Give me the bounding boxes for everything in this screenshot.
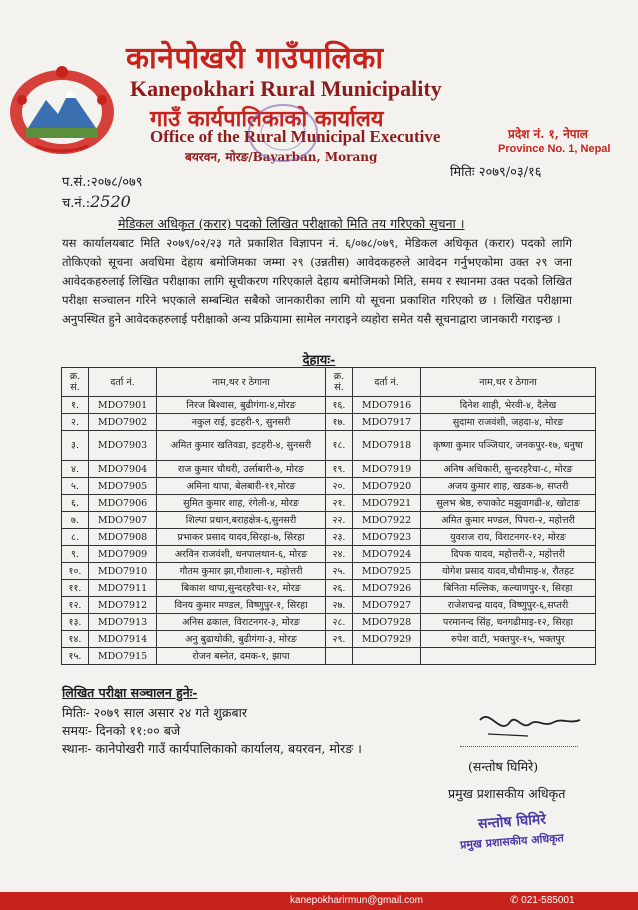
phone-icon: ✆ [510, 895, 519, 906]
cell-reg: MDO7928 [353, 614, 421, 631]
table-row [62, 397, 596, 414]
col-reg: दर्ता नं. [89, 368, 157, 397]
cell-sn: ६. [62, 495, 89, 512]
cell-name: अरविन राजवंशी, धनपालथान-६, मोरङ [157, 546, 326, 563]
cell-sn: २२. [326, 512, 353, 529]
list-heading: देहायः- [302, 353, 336, 368]
col-reg: दर्ता नं. [353, 368, 421, 397]
address-np: बयरवन, मोरङ [185, 150, 249, 164]
table-row [62, 431, 596, 461]
cell-sn: १८. [326, 431, 353, 461]
cell-sn: २. [62, 414, 89, 431]
cell-reg: MDO7916 [353, 397, 421, 414]
table-row [62, 648, 596, 665]
cell-sn: १९. [326, 461, 353, 478]
cell-reg: MDO7911 [89, 580, 157, 597]
cell-reg [353, 648, 421, 665]
cell-name: अमित कुमार मण्डल, पिपरा-२, महोत्तरी [421, 512, 596, 529]
cell-name: अनु बुढाथोकी, बुढीगंगा-३, मोरङ [157, 631, 326, 648]
cell-reg: MDO7920 [353, 478, 421, 495]
cell-name: राजेशचन्द्र यादव, विष्णुपुर-६,सप्तरी [421, 597, 596, 614]
cell-sn: १५. [62, 648, 89, 665]
table-row [62, 461, 596, 478]
cell-name: दिपक यादव, महोत्तरी-२, महोत्तरी [421, 546, 596, 563]
cell-reg: MDO7905 [89, 478, 157, 495]
date-label: मितिः [450, 165, 475, 180]
footer-phone-number: 021-585001 [521, 895, 575, 906]
cell-name: अनिस ढकाल, विराटनगर-३, मोरङ [157, 614, 326, 631]
table-row [62, 478, 596, 495]
cell-sn: २१. [326, 495, 353, 512]
cell-sn: २४. [326, 546, 353, 563]
cell-sn: २३. [326, 529, 353, 546]
exam-date: मितिः- २०७९ साल असार २४ गते शुक्रबार [62, 705, 247, 720]
cell-sn: ७. [62, 512, 89, 529]
footer-phone [510, 895, 575, 906]
cell-sn: २६. [326, 580, 353, 597]
table-row [62, 495, 596, 512]
footer-email: kanepokharirmun@gmail.com [290, 895, 423, 906]
province-np: प्रदेश नं. १, नेपाल [508, 127, 588, 141]
cell-name: अनिष अधिकारी, सुन्दरहरैचा-८, मोरङ [421, 461, 596, 478]
municipality-title-np: कानेपोखरी गाउँपालिका [126, 41, 384, 76]
cell-name: गौतम कुमार झा,गौशाला-१, महोत्तरी [157, 563, 326, 580]
cell-sn: २७. [326, 597, 353, 614]
table-row [62, 414, 596, 431]
table-row [62, 614, 596, 631]
col-name: नाम,थर र ठेगाना [421, 368, 596, 397]
cell-sn: ३. [62, 431, 89, 461]
cell-name: परमानन्द सिंह, धनगढीमाइ-१२, सिरहा [421, 614, 596, 631]
cell-reg: MDO7929 [353, 631, 421, 648]
exam-time: समयः- दिनको ११:०० बजे [62, 723, 181, 738]
exam-heading: लिखित परीक्षा सञ्चालन हुनेः- [62, 685, 198, 700]
cell-reg: MDO7913 [89, 614, 157, 631]
cell-reg: MDO7901 [89, 397, 157, 414]
col-sn: क्र. सं. [62, 368, 89, 397]
signatory-name: (सन्तोष घिमिरे) [468, 759, 539, 774]
table-row [62, 631, 596, 648]
cell-name: निरज बिश्वास, बुढीगंगा-४,मोरङ [157, 397, 326, 414]
cell-reg: MDO7912 [89, 597, 157, 614]
signature-line [460, 746, 578, 747]
cell-name: प्रभाकर प्रसाद यादव,सिरहा-७, सिरहा [157, 529, 326, 546]
cell-name [421, 648, 596, 665]
address-en: Bayarban, Morang [252, 150, 378, 164]
name-stamp: सन्तोष घिमिरे [477, 811, 547, 833]
cell-name: रुपेश वाटी, भक्तपुर-१५, भक्तपुर [421, 631, 596, 648]
cell-sn: १. [62, 397, 89, 414]
col-name: नाम,थर र ठेगाना [157, 368, 326, 397]
table-row [62, 563, 596, 580]
issue-date [450, 162, 542, 180]
cell-name: अमित कुमार खतिवडा, इटहरी-४, सुनसरी [157, 431, 326, 461]
cell-reg: MDO7903 [89, 431, 157, 461]
cell-name: योगेश प्रसाद यादव,चौधीमाइ-४, रौतहट [421, 563, 596, 580]
cell-reg: MDO7907 [89, 512, 157, 529]
cell-sn: ८. [62, 529, 89, 546]
cell-sn: ११. [62, 580, 89, 597]
cell-reg: MDO7921 [353, 495, 421, 512]
cell-reg: MDO7902 [89, 414, 157, 431]
cell-name: सुदामा राजवंशी, जहदा-४, मोरङ [421, 414, 596, 431]
cell-name: अमिना थापा, बेलबारी-११,मोरङ [157, 478, 326, 495]
cell-sn: २८. [326, 614, 353, 631]
cell-sn [326, 648, 353, 665]
cell-reg: MDO7924 [353, 546, 421, 563]
cell-name: दिनेश शाही, भेरवी-४, दैलेख [421, 397, 596, 414]
table-row [62, 580, 596, 597]
cell-reg: MDO7925 [353, 563, 421, 580]
table-header-row [62, 368, 596, 397]
handwritten-signature [470, 700, 590, 746]
cell-name: सुमित कुमार शाह, रंगेली-४, मोरङ [157, 495, 326, 512]
cell-name: युवराज राय, विराटनगर-१२, मोरङ [421, 529, 596, 546]
cell-sn: १६. [326, 397, 353, 414]
office-seal-stamp [246, 101, 320, 165]
table-row [62, 512, 596, 529]
cell-name: कृष्णा कुमार पञ्जियार, जनकपुर-१७, धनुषा [421, 431, 596, 461]
candidate-table [61, 367, 596, 665]
cell-sn: ५. [62, 478, 89, 495]
ps-value: २०७८/०७९ [90, 175, 143, 190]
cn-number [62, 192, 131, 211]
cell-name: नकुल राई, इटहरी-९, सुनसरी [157, 414, 326, 431]
cell-sn: २०. [326, 478, 353, 495]
cell-name: शिल्पा प्रधान,बराहक्षेत्र-६,सुनसरी [157, 512, 326, 529]
cell-sn: ४. [62, 461, 89, 478]
cell-sn: १७. [326, 414, 353, 431]
cell-sn: २९. [326, 631, 353, 648]
table-row [62, 546, 596, 563]
cell-sn: १०. [62, 563, 89, 580]
cell-sn: १२. [62, 597, 89, 614]
table-row [62, 597, 596, 614]
cell-name: रोजन बस्नेत, दमक-१, झापा [157, 648, 326, 665]
cn-value: 2520 [90, 192, 131, 211]
cell-reg: MDO7917 [353, 414, 421, 431]
cell-sn: १३. [62, 614, 89, 631]
date-value: २०७९/०३/१६ [478, 165, 542, 180]
nepal-emblem-logo [6, 60, 118, 158]
exam-place: स्थानः- कानेपोखरी गाउँ कार्यपालिकाको कार्यालय, बयरवन, मोरङ । [62, 741, 362, 756]
province-en: Province No. 1, Nepal [498, 143, 611, 155]
title-stamp: प्रमुख प्रशासकीय अधिकृत [459, 831, 565, 852]
cell-name: राज कुमार चौधरी, उर्लाबारी-७, मोरङ [157, 461, 326, 478]
cell-reg: MDO7926 [353, 580, 421, 597]
notice-subject: मेडिकल अधिकृत (करार) पदको लिखित परीक्षाको मिति तय गरिएको सुचना । [118, 216, 465, 231]
cell-reg: MDO7922 [353, 512, 421, 529]
cell-name: बिनिता मल्लिक, कल्याणपुर-१, सिरहा [421, 580, 596, 597]
table-row [62, 529, 596, 546]
cell-reg: MDO7918 [353, 431, 421, 461]
office-title-en: Office of the Rural Municipal Executive [150, 127, 441, 146]
signatory-title: प्रमुख प्रशासकीय अधिकृत [448, 786, 566, 801]
cell-sn: १४. [62, 631, 89, 648]
notice-body: यस कार्यालयबाट मिति २०७९/०२/२३ गते प्रकाशित विज्ञापन नं. ६/०७८/०७९, मेडिकल अधिकृत (करार) पदको लागि तोकिएको सूचना अवधिमा देहाय बमोजिमका जम्मा २९ (उन्नतीस) आवेदकहरुले आवेदन गर्नुभएकोमा उक्त २९ जना आवेदकहरुलाई लिखित परीक्षाका लागि सूचीकरण गरिएकाले देहाय बमोजिमको मिति, समय र स्थानमा उक्त पदको लिखित परीक्षा सञ्चालन गरिने भएकाले सम्बन्धित सबैको जानकारीका लागि यो सूचना प्रकाशित गरिएको छ । लिखित परीक्षामा अनुपस्थित हुने आवेदकहरुलाई परीक्षाको अन्य प्रक्रियामा सामेल नगराइने व्यहोरा समेत यसै सूचनाद्वारा जानकारी गराइन्छ । [62, 236, 572, 326]
ps-number [62, 172, 143, 190]
ps-label: प.सं.: [62, 175, 91, 190]
cn-label: च.नं.: [62, 196, 91, 211]
office-title-np: गाउँ कार्यपालिकाको कार्यालय [150, 106, 384, 132]
cell-reg: MDO7906 [89, 495, 157, 512]
cell-reg: MDO7915 [89, 648, 157, 665]
cell-reg: MDO7908 [89, 529, 157, 546]
cell-reg: MDO7927 [353, 597, 421, 614]
cell-name: अजय कुमार शाह, खडक-७, सप्तरी [421, 478, 596, 495]
cell-reg: MDO7919 [353, 461, 421, 478]
municipality-title-en: Kanepokhari Rural Municipality [130, 76, 442, 101]
col-sn: क्र. सं. [326, 368, 353, 397]
cell-name: सुलभ श्रेष्ठ, रुपाकोट मझुवागढी-४, खोटाङ [421, 495, 596, 512]
cell-reg: MDO7910 [89, 563, 157, 580]
cell-name: बिकाश थापा,सुन्दरहरैचा-१२, मोरङ [157, 580, 326, 597]
cell-reg: MDO7909 [89, 546, 157, 563]
cell-sn: २५. [326, 563, 353, 580]
address-line: बयरवन, मोरङ/Bayarban, Morang [185, 150, 378, 164]
cell-reg: MDO7914 [89, 631, 157, 648]
cell-reg: MDO7923 [353, 529, 421, 546]
cell-sn: ९. [62, 546, 89, 563]
cell-name: विनय कुमार मण्डल, विष्णुपुर-१, सिरहा [157, 597, 326, 614]
cell-reg: MDO7904 [89, 461, 157, 478]
